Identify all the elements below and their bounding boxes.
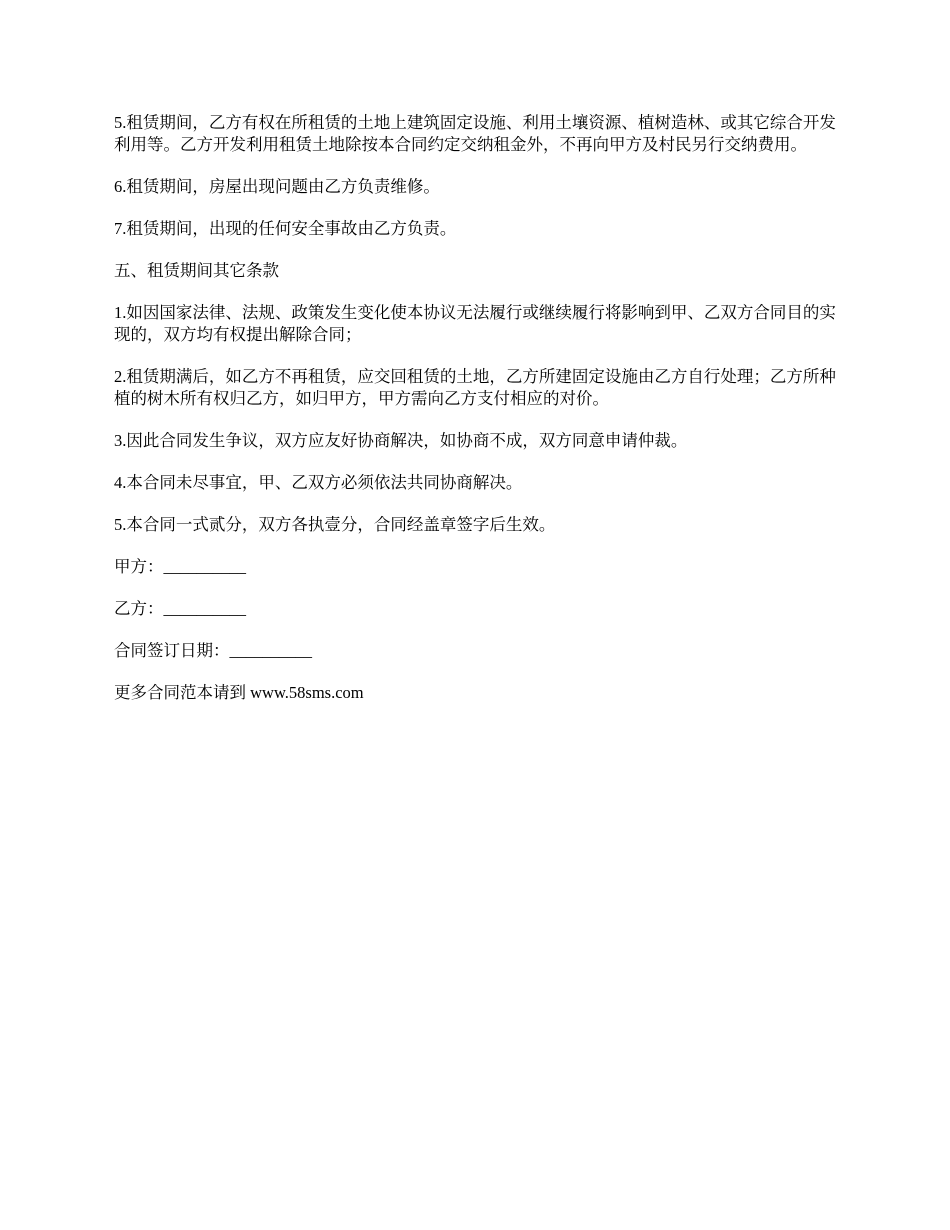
clause-4-6: 6.租赁期间，房屋出现问题由乙方负责维修。 — [114, 177, 440, 196]
clause-5-3: 3.因此合同发生争议，双方应友好协商解决，如协商不成，双方同意申请仲裁。 — [114, 431, 688, 450]
clause-5-5: 5.本合同一式贰分，双方各执壹分，合同经盖章签字后生效。 — [114, 515, 556, 534]
clause-5-1: 1.如因国家法律、法规、政策发生变化使本协议无法履行或继续履行将影响到甲、乙双方合同目的实现的，双方均有权提出解除合同； — [114, 303, 836, 344]
clause-5-2: 2.租赁期满后，如乙方不再租赁，应交回租赁的土地，乙方所建固定设施由乙方自行处理；乙方所种植的树木所有权归乙方，如归甲方，甲方需向乙方支付相应的对价。 — [114, 367, 836, 408]
party-a-signature-line: 甲方：__________ — [114, 557, 246, 576]
section-heading-5: 五、租赁期间其它条款 — [114, 261, 279, 280]
signing-date-line: 合同签订日期：__________ — [114, 641, 312, 660]
clause-4-5: 5.租赁期间，乙方有权在所租赁的土地上建筑固定设施、利用土壤资源、植树造林、或其它综合开发利用等。乙方开发利用租赁土地除按本合同约定交纳租金外，不再向甲方及村民另行交纳费用。 — [114, 113, 836, 154]
clause-5-4: 4.本合同未尽事宜，甲、乙双方必须依法共同协商解决。 — [114, 473, 523, 492]
document-body — [114, 112, 844, 724]
more-templates-note: 更多合同范本请到 www.58sms.com — [114, 683, 364, 702]
clause-4-7: 7.租赁期间，出现的任何安全事故由乙方负责。 — [114, 219, 457, 238]
party-b-signature-line: 乙方：__________ — [114, 599, 246, 618]
